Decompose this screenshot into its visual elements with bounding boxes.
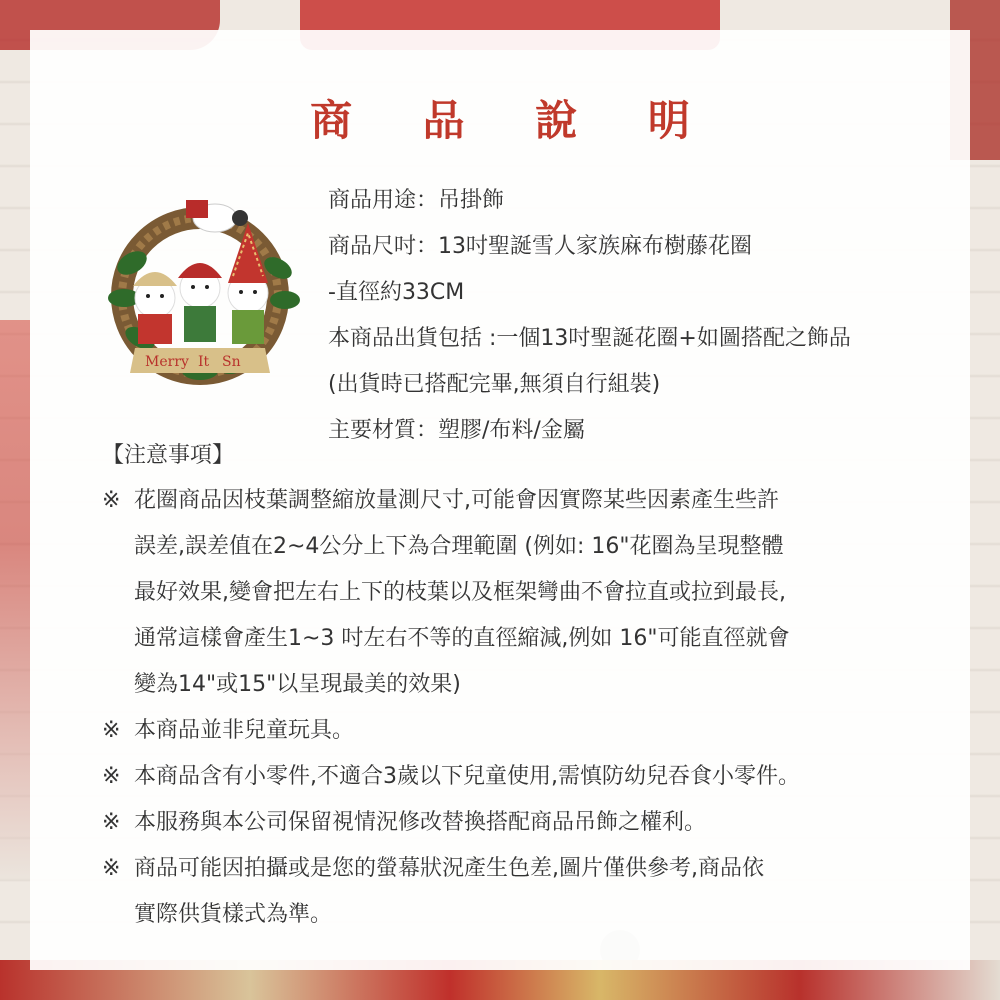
note-line: 本服務與本公司保留視情況修改替換搭配商品吊飾之權利。 (134, 810, 707, 835)
spec-usage: 商品用途：吊掛飾 (328, 188, 505, 213)
spec-package: 本商品出貨包括 :一個13吋聖誕花圈+如圖搭配之飾品 (328, 326, 851, 351)
wreath-graphic (100, 188, 310, 398)
note-line: 變為14"或15"以呈現最美的效果) (134, 672, 461, 697)
note-mark: ※ (102, 488, 121, 513)
page-title: 商 品 說 明 (310, 96, 718, 145)
spec-diameter: -直徑約33CM (328, 280, 465, 305)
note-line: 誤差,誤差值在2~4公分上下為合理範圍 (例如: 16"花圈為呈現整體 (134, 534, 784, 559)
snowman-wreath-illustration (100, 188, 310, 398)
spec-material: 主要材質：塑膠/布料/金屬 (328, 418, 585, 443)
note-line: 最好效果,變會把左右上下的枝葉以及框架彎曲不會拉直或拉到最長, (134, 580, 786, 605)
svg-text:It: It (198, 354, 210, 370)
svg-text:Sn: Sn (222, 354, 241, 370)
note-item (102, 754, 962, 800)
note-line: 實際供貨樣式為準。 (134, 902, 333, 927)
note-line: 通常這樣會產生1~3 吋左右不等的直徑縮減,例如 16"可能直徑就會 (134, 626, 790, 651)
product-spec-list (328, 178, 968, 454)
notes-heading: 【注意事項】 (102, 443, 235, 468)
note-item (102, 846, 962, 938)
spec-package-note: (出貨時已搭配完畢,無須自行組裝) (328, 372, 661, 397)
note-mark: ※ (102, 810, 121, 835)
note-mark: ※ (102, 764, 121, 789)
note-mark: ※ (102, 718, 121, 743)
note-item (102, 800, 962, 846)
note-line: 商品可能因拍攝或是您的螢幕狀況產生色差,圖片僅供參考,商品依 (134, 856, 764, 881)
note-line: 花圈商品因枝葉調整縮放量測尺寸,可能會因實際某些因素產生些許 (134, 488, 779, 513)
note-line: 本商品並非兒童玩具。 (134, 718, 355, 743)
note-item (102, 478, 962, 708)
note-line: 本商品含有小零件,不適合3歲以下兒童使用,需慎防幼兒吞食小零件。 (134, 764, 800, 789)
spec-size: 商品尺吋：13吋聖誕雪人家族麻布樹藤花圈 (328, 234, 752, 259)
notes-list (102, 478, 962, 938)
svg-text:Merry: Merry (145, 354, 189, 370)
note-item (102, 708, 962, 754)
ornament-decoration (0, 320, 30, 880)
note-mark: ※ (102, 856, 121, 881)
